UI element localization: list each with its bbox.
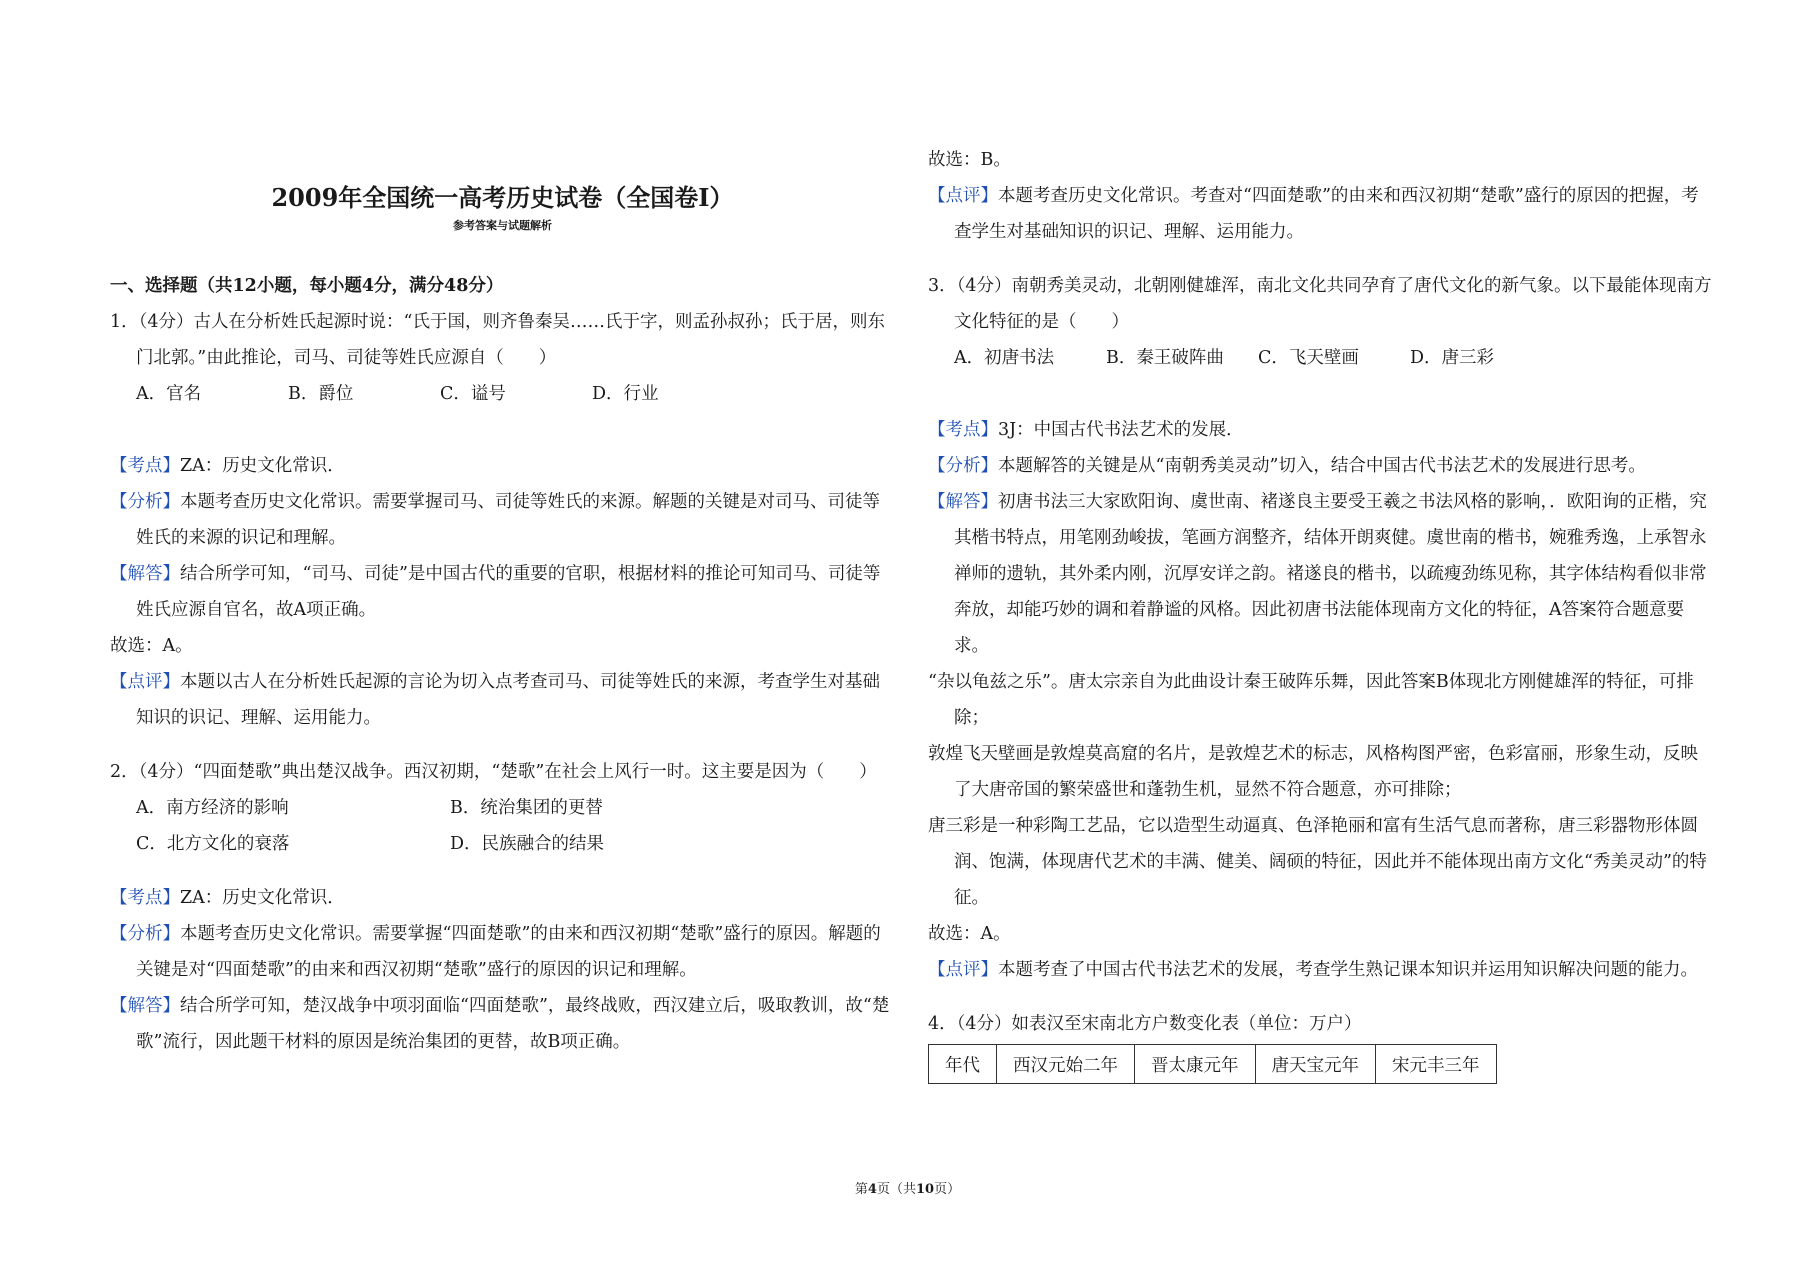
fenxi-text: 本题考查历史文化常识。需要掌握“四面楚歌”的由来和西汉初期“楚歌”盛行的原因。解题的关键是对“四面楚歌”的由来和西汉初期“楚歌”盛行的原因的识记和理解。 <box>136 924 881 980</box>
households-table <box>928 1044 1497 1084</box>
question-2-dianping <box>928 178 1713 250</box>
option-d: D．唐三彩 <box>1410 348 1495 368</box>
right-column <box>928 142 1713 1084</box>
question-2-options-row-2 <box>110 826 895 862</box>
option-a: A．初唐书法 <box>954 348 1055 368</box>
question-1-jieda <box>110 556 895 628</box>
option-a: A．官名 <box>136 384 202 404</box>
option-d: D．行业 <box>592 384 659 404</box>
question-1-dianping <box>110 664 895 736</box>
table-header-cell: 晋太康元年 <box>1135 1045 1256 1084</box>
question-3-extra-2: 敦煌飞天壁画是敦煌莫高窟的名片，是敦煌艺术的标志，风格构图严密，色彩富丽，形象生动，反映了大唐帝国的繁荣盛世和蓬勃生机，显然不符合题意，亦可排除； <box>928 744 1698 800</box>
jieda-tag: 【解答】 <box>110 996 180 1016</box>
table-header-cell: 西汉元始二年 <box>997 1045 1135 1084</box>
kaodian-tag: 【考点】 <box>110 888 180 908</box>
question-1-kaodian <box>110 448 895 484</box>
option-c: C．北方文化的衰落 <box>136 834 290 854</box>
dianping-text: 本题以古人在分析姓氏起源的言论为切入点考查司马、司徒等姓氏的来源，考查学生对基础知识的识记、理解、运用能力。 <box>136 672 880 728</box>
page-footer <box>0 1180 1815 1200</box>
jieda-text: 结合所学可知，“司马、司徒”是中国古代的重要的官职，根据材料的推论可知司马、司徒等姓氏应源自官名，故A项正确。 <box>136 564 881 620</box>
option-b: B．爵位 <box>288 384 354 404</box>
fenxi-tag: 【分析】 <box>110 492 180 512</box>
jieda-text: 结合所学可知，楚汉战争中项羽面临“四面楚歌”，最终战败，西汉建立后，吸取教训，故“楚歌”流行，因此题干材料的原因是统治集团的更替，故B项正确。 <box>136 996 890 1052</box>
dianping-tag: 【点评】 <box>110 672 180 692</box>
question-2-answer: 故选：B。 <box>928 150 1011 170</box>
dianping-tag: 【点评】 <box>928 960 998 980</box>
option-b: B．秦王破阵曲 <box>1106 348 1224 368</box>
kaodian-text: 3J：中国古代书法艺术的发展． <box>998 420 1244 440</box>
fenxi-tag: 【分析】 <box>110 924 180 944</box>
footer-suffix: 页） <box>934 1182 961 1197</box>
table-header-row <box>929 1045 1497 1084</box>
footer-mid: 页（共 <box>876 1182 916 1197</box>
jieda-tag: 【解答】 <box>110 564 180 584</box>
kaodian-tag: 【考点】 <box>110 456 180 476</box>
question-3-answer: 故选：A。 <box>928 924 1011 944</box>
page-number: 4 <box>867 1182 877 1197</box>
jieda-tag: 【解答】 <box>928 492 998 512</box>
question-1-options <box>110 376 895 412</box>
kaodian-tag: 【考点】 <box>928 420 998 440</box>
question-2-kaodian <box>110 880 895 916</box>
question-3-extra-1: “杂以龟兹之乐”。唐太宗亲自为此曲设计秦王破阵乐舞，因此答案B体现北方刚健雄浑的特征，可排除； <box>928 672 1694 728</box>
question-3-stem: 3．（4分）南朝秀美灵动，北朝刚健雄浑，南北文化共同孕育了唐代文化的新气象。以下最能体现南方文化特征的是（ ） <box>928 276 1712 332</box>
option-d: D．民族融合的结果 <box>450 834 605 854</box>
section-heading: 一、选择题（共12小题，每小题4分，满分48分） <box>110 276 504 296</box>
table-header-cell: 宋元丰三年 <box>1376 1045 1497 1084</box>
document-title: 2009年全国统一高考历史试卷（全国卷I） <box>271 183 734 212</box>
question-2-jieda <box>110 988 895 1060</box>
option-c: C．谥号 <box>440 384 506 404</box>
jieda-text: 初唐书法三大家欧阳询、虞世南、褚遂良主要受王羲之书法风格的影响，．欧阳询的正楷，究其楷书特点，用笔刚劲峻拔，笔画方润整齐，结体开朗爽健。虞世南的楷书，婉雅秀逸，上承智永禅师的遗轨，其外柔内刚，沉厚安详之韵。褚遂良的楷书，以疏瘦劲练见称，其字体结构看似非常奔放，却能巧妙的调和着静谧的风格。因此初唐书法能体现南方文化的特征，A答案符合题意要求。 <box>954 492 1707 656</box>
question-2-fenxi <box>110 916 895 988</box>
dianping-text: 本题考查了中国古代书法艺术的发展，考查学生熟记课本知识并运用知识解决问题的能力。 <box>998 960 1698 980</box>
question-3-fenxi <box>928 448 1713 484</box>
kaodian-text: ZA：历史文化常识． <box>180 456 345 476</box>
option-a: A．南方经济的影响 <box>136 798 289 818</box>
kaodian-text: ZA：历史文化常识． <box>180 888 345 908</box>
question-3-extra-3: 唐三彩是一种彩陶工艺品，它以造型生动逼真、色泽艳丽和富有生活气息而著称，唐三彩器物形体圆润、饱满，体现唐代艺术的丰满、健美、阔硕的特征，因此并不能体现出南方文化“秀美灵动”的特征。 <box>928 816 1707 908</box>
dianping-text: 本题考查历史文化常识。考查对“四面楚歌”的由来和西汉初期“楚歌”盛行的原因的把握，考查学生对基础知识的识记、理解、运用能力。 <box>954 186 1699 242</box>
question-1-fenxi <box>110 484 895 556</box>
option-b: B．统治集团的更替 <box>450 798 603 818</box>
footer-prefix: 第 <box>854 1182 868 1197</box>
question-2-options-row-1 <box>110 790 895 826</box>
table-header-cell: 年代 <box>929 1045 997 1084</box>
question-1-stem: 1．（4分）古人在分析姓氏起源时说：“氏于国，则齐鲁秦吴……氏于字，则孟孙叔孙；氏于居，则东门北郭。”由此推论，司马、司徒等姓氏应源自（ ） <box>110 312 885 368</box>
fenxi-text: 本题解答的关键是从“南朝秀美灵动”切入，结合中国古代书法艺术的发展进行思考。 <box>998 456 1646 476</box>
dianping-tag: 【点评】 <box>928 186 998 206</box>
question-2-stem: 2．（4分）“四面楚歌”典出楚汉战争。西汉初期，“楚歌”在社会上风行一时。这主要是因为（ ） <box>110 762 877 782</box>
option-c: C．飞天壁画 <box>1258 348 1359 368</box>
table-header-cell: 唐天宝元年 <box>1255 1045 1376 1084</box>
question-1-answer: 故选：A。 <box>110 636 193 656</box>
left-column <box>110 180 895 1060</box>
question-3-jieda <box>928 484 1713 664</box>
question-3-options <box>928 340 1713 376</box>
question-3-kaodian <box>928 412 1713 448</box>
page-total: 10 <box>915 1182 935 1197</box>
fenxi-text: 本题考查历史文化常识。需要掌握司马、司徒等姓氏的来源。解题的关键是对司马、司徒等姓氏的来源的识记和理解。 <box>136 492 880 548</box>
question-4-stem: 4．（4分）如表汉至宋南北方户数变化表（单位：万户） <box>928 1014 1362 1034</box>
fenxi-tag: 【分析】 <box>928 456 998 476</box>
question-3-dianping <box>928 952 1713 988</box>
document-subtitle: 参考答案与试题解析 <box>453 219 552 232</box>
